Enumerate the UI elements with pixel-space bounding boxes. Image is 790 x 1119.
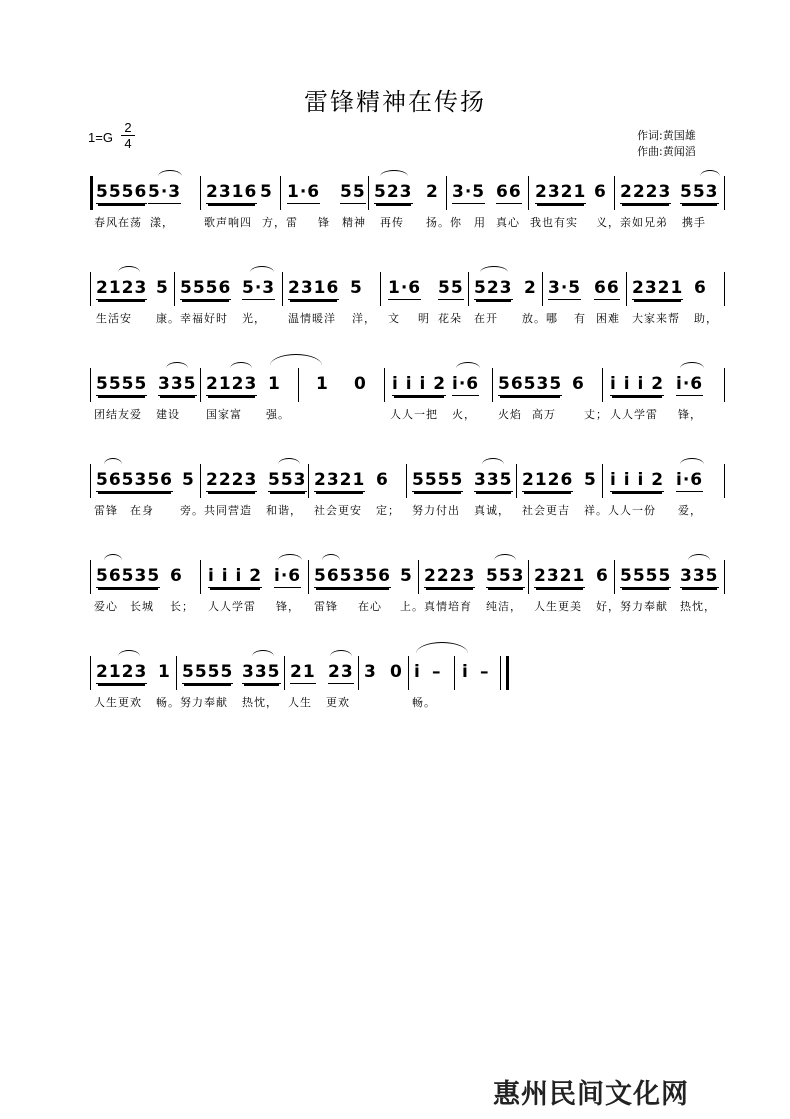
- note-group: 66: [594, 278, 620, 298]
- note-group: 55: [438, 278, 464, 298]
- note-group: i·6: [676, 470, 704, 490]
- lyric: 洋，: [352, 312, 376, 325]
- note-group: 2321: [534, 566, 586, 586]
- note-group: 2321: [314, 470, 366, 490]
- note-group: 2321: [535, 182, 587, 202]
- lyric: 春风在荡: [94, 216, 142, 229]
- lyric: 火焰: [498, 408, 522, 421]
- lyric: 建设: [156, 408, 180, 421]
- lyric: 高万: [532, 408, 556, 421]
- note-group: i: [462, 662, 469, 682]
- lyric: 花朵: [438, 312, 462, 325]
- note-group: 2316: [206, 182, 258, 202]
- lyric: 努力付出: [412, 504, 460, 517]
- lyric: 义，亲如兄弟: [596, 216, 668, 229]
- lyric: 困难: [596, 312, 620, 325]
- note-group: 335: [680, 566, 719, 586]
- lyric: 雷锋: [314, 600, 338, 613]
- lyric: 长城: [130, 600, 154, 613]
- lyric: 在开: [474, 312, 498, 325]
- note-group: i i i 2: [392, 374, 447, 394]
- note-group: 6: [694, 278, 707, 298]
- lyric: 纯洁，: [486, 600, 522, 613]
- lyric: 爱，: [678, 504, 702, 517]
- lyric: 社会更吉: [522, 504, 570, 517]
- key-signature: 1=G: [88, 130, 113, 145]
- note-group: i·6: [676, 374, 704, 394]
- watermark: 惠州民间文化网: [493, 1079, 689, 1110]
- note-group: 56535: [498, 374, 563, 394]
- lyric: 爱心: [94, 600, 118, 613]
- note-group: 6: [376, 470, 389, 490]
- lyric: 精神: [342, 216, 366, 229]
- note-group: –: [432, 662, 442, 682]
- lyric: 定；: [376, 504, 400, 517]
- lyric: 强。: [266, 408, 290, 421]
- lyric: 社会更安: [314, 504, 362, 517]
- note-group: 5·3: [148, 182, 182, 202]
- note-group: 5555: [96, 374, 148, 394]
- note-group: 2321: [632, 278, 684, 298]
- note-group: 523: [374, 182, 413, 202]
- score-row-5: [90, 560, 730, 620]
- note-group: 6: [572, 374, 585, 394]
- lyric: 方，雷: [262, 216, 298, 229]
- note-group: 2126: [522, 470, 574, 490]
- lyric: 光，: [242, 312, 266, 325]
- lyric: 康。幸福好时: [156, 312, 228, 325]
- lyric: 锋，: [276, 600, 300, 613]
- lyric: 长；: [170, 600, 194, 613]
- lyric: 畅。: [412, 696, 436, 709]
- lyric: 真诚，: [474, 504, 510, 517]
- note-group: i: [414, 662, 421, 682]
- note-group: i i i 2: [610, 374, 665, 394]
- time-signature: [121, 120, 135, 151]
- lyric: 丈；: [584, 408, 608, 421]
- note-group: 5: [350, 278, 363, 298]
- note-group: 335: [474, 470, 513, 490]
- lyric: 人人学雷: [208, 600, 256, 613]
- lyric: 助，: [694, 312, 718, 325]
- lyric: 在心: [358, 600, 382, 613]
- score-row-2: [90, 272, 730, 332]
- lyric: 和谐，: [266, 504, 302, 517]
- score-row-1: [90, 176, 730, 236]
- lyric: 祥。人人一份: [584, 504, 656, 517]
- lyric: 文: [388, 312, 400, 325]
- note-group: 5: [400, 566, 413, 586]
- lyric: 用: [474, 216, 486, 229]
- lyric: 我也有实: [530, 216, 578, 229]
- note-group: 335: [242, 662, 281, 682]
- lyric: 热忱，: [680, 600, 716, 613]
- lyric: 再传: [380, 216, 404, 229]
- lyric: 生活安: [96, 312, 132, 325]
- lyric: 放。哪: [522, 312, 558, 325]
- lyric: 旁。共同营造: [180, 504, 252, 517]
- note-group: 5556: [96, 182, 148, 202]
- note-group: 5: [260, 182, 273, 202]
- note-group: i i i 2: [208, 566, 263, 586]
- note-group: 6: [594, 182, 607, 202]
- note-group: 2223: [424, 566, 476, 586]
- credits: [637, 128, 696, 160]
- note-group: 2316: [288, 278, 340, 298]
- note-group: 6: [170, 566, 183, 586]
- lyric: 有: [574, 312, 586, 325]
- note-group: 66: [496, 182, 522, 202]
- lyric: 携手: [682, 216, 706, 229]
- note-group: 2223: [620, 182, 672, 202]
- note-group: 1·6: [287, 182, 321, 202]
- lyric: 热忱，: [242, 696, 278, 709]
- note-group: 5: [584, 470, 597, 490]
- lyric: 在身: [130, 504, 154, 517]
- note-group: 0: [390, 662, 403, 682]
- lyricist: 作词:黄国雄: [637, 129, 696, 142]
- lyric: 畅。努力奉献: [156, 696, 228, 709]
- lyric: 漾，: [150, 216, 174, 229]
- note-group: 335: [158, 374, 197, 394]
- lyric: 人人学雷: [610, 408, 658, 421]
- meter-top: 2: [121, 120, 135, 136]
- lyric: 歌声响四: [204, 216, 252, 229]
- score-row-6: [90, 656, 730, 716]
- note-group: 5·3: [242, 278, 276, 298]
- note-group: 2: [426, 182, 439, 202]
- note-group: 565356: [314, 566, 391, 586]
- lyric: 国家富: [206, 408, 242, 421]
- note-group: 3·5: [452, 182, 486, 202]
- lyric: 锋: [318, 216, 330, 229]
- note-group: 5555: [182, 662, 234, 682]
- lyric: 人生更美: [534, 600, 582, 613]
- lyric: 上。真情培育: [400, 600, 472, 613]
- note-group: 5556: [180, 278, 232, 298]
- note-group: 565356: [96, 470, 173, 490]
- lyric: 锋，: [678, 408, 702, 421]
- lyric: 大家来帮: [632, 312, 680, 325]
- lyric: 人人一把: [390, 408, 438, 421]
- note-group: 553: [680, 182, 719, 202]
- note-group: 3·5: [548, 278, 582, 298]
- note-group: 523: [474, 278, 513, 298]
- composer: 作曲:黄闻滔: [637, 145, 696, 158]
- lyric: 明: [418, 312, 430, 325]
- note-group: 23: [328, 662, 354, 682]
- note-group: 2123: [206, 374, 258, 394]
- score-row-4: [90, 464, 730, 524]
- lyric: 真心: [496, 216, 520, 229]
- note-group: 5555: [412, 470, 464, 490]
- note-group: 5555: [620, 566, 672, 586]
- note-group: 553: [268, 470, 307, 490]
- lyric: 更欢: [326, 696, 350, 709]
- lyric: 好，努力奉献: [596, 600, 668, 613]
- lyric: 火，: [452, 408, 476, 421]
- note-group: –: [480, 662, 490, 682]
- note-group: 1: [268, 374, 281, 394]
- note-group: 5: [182, 470, 195, 490]
- note-group: 0: [354, 374, 367, 394]
- meter-bottom: 4: [124, 136, 132, 151]
- note-group: i·6: [274, 566, 302, 586]
- lyric: 人生: [288, 696, 312, 709]
- note-group: 1: [158, 662, 171, 682]
- note-group: 2123: [96, 662, 148, 682]
- song-title: 雷锋精神在传扬: [304, 88, 486, 116]
- note-group: 2223: [206, 470, 258, 490]
- note-group: 1: [316, 374, 329, 394]
- note-group: 2123: [96, 278, 148, 298]
- note-group: 553: [486, 566, 525, 586]
- note-group: 2: [524, 278, 537, 298]
- lyric: 扬。你: [426, 216, 462, 229]
- lyric: 人生更欢: [94, 696, 142, 709]
- note-group: 3: [364, 662, 377, 682]
- lyric: 温情暖洋: [288, 312, 336, 325]
- score-row-3: [90, 368, 730, 428]
- note-group: 21: [290, 662, 316, 682]
- note-group: 55: [340, 182, 366, 202]
- lyric: 团结友爱: [94, 408, 142, 421]
- note-group: 1·6: [388, 278, 422, 298]
- note-group: i i i 2: [610, 470, 665, 490]
- note-group: 56535: [96, 566, 161, 586]
- note-group: 5: [156, 278, 169, 298]
- note-group: i·6: [452, 374, 480, 394]
- lyric: 雷锋: [94, 504, 118, 517]
- note-group: 6: [596, 566, 609, 586]
